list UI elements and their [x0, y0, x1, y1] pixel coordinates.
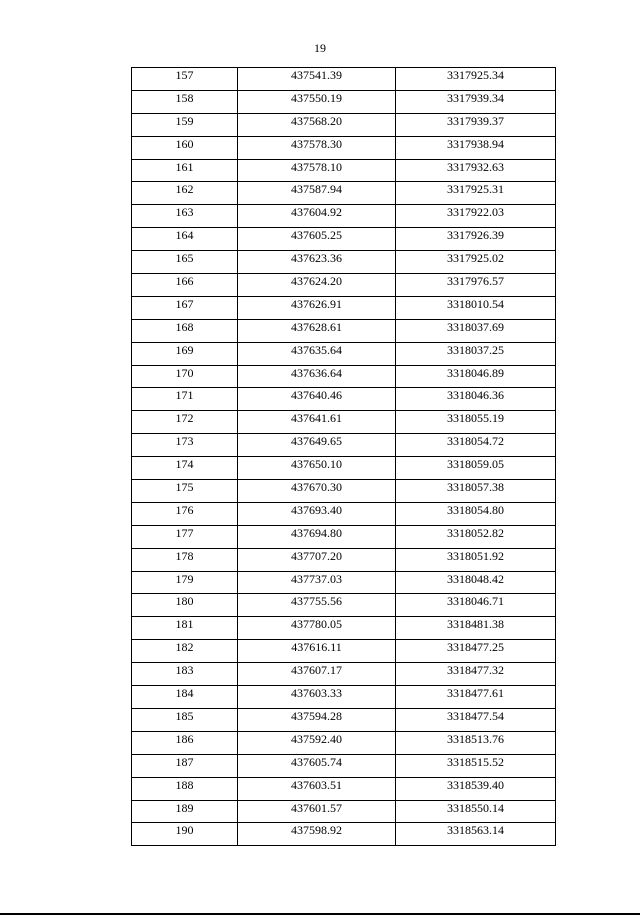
x-coordinate-cell: 437605.25 — [238, 228, 396, 251]
y-coordinate-cell: 3318481.38 — [396, 617, 556, 640]
y-coordinate-cell: 3318010.54 — [396, 296, 556, 319]
x-coordinate-cell: 437607.17 — [238, 663, 396, 686]
x-coordinate-cell: 437541.39 — [238, 68, 396, 91]
y-coordinate-cell: 3317925.31 — [396, 182, 556, 205]
y-coordinate-cell: 3317938.94 — [396, 136, 556, 159]
table-row — [132, 411, 556, 434]
y-coordinate-cell: 3318563.14 — [396, 823, 556, 846]
x-coordinate-cell: 437587.94 — [238, 182, 396, 205]
x-coordinate-cell: 437578.10 — [238, 159, 396, 182]
table-row — [132, 113, 556, 136]
table-row — [132, 342, 556, 365]
y-coordinate-cell: 3318046.71 — [396, 594, 556, 617]
point-number-cell: 177 — [132, 525, 238, 548]
x-coordinate-cell: 437707.20 — [238, 548, 396, 571]
point-number-cell: 174 — [132, 457, 238, 480]
point-number-cell: 158 — [132, 90, 238, 113]
y-coordinate-cell: 3318515.52 — [396, 754, 556, 777]
table-row — [132, 708, 556, 731]
x-coordinate-cell: 437605.74 — [238, 754, 396, 777]
point-number-cell: 159 — [132, 113, 238, 136]
table-row — [132, 457, 556, 480]
table-row — [132, 182, 556, 205]
point-number-cell: 182 — [132, 640, 238, 663]
table-row — [132, 663, 556, 686]
point-number-cell: 168 — [132, 319, 238, 342]
y-coordinate-cell: 3318513.76 — [396, 731, 556, 754]
table-row — [132, 686, 556, 709]
y-coordinate-cell: 3318054.72 — [396, 434, 556, 457]
y-coordinate-cell: 3318054.80 — [396, 502, 556, 525]
y-coordinate-cell: 3317922.03 — [396, 205, 556, 228]
y-coordinate-cell: 3318037.69 — [396, 319, 556, 342]
x-coordinate-cell: 437635.64 — [238, 342, 396, 365]
y-coordinate-cell: 3317925.34 — [396, 68, 556, 91]
table-row — [132, 731, 556, 754]
y-coordinate-cell: 3318037.25 — [396, 342, 556, 365]
x-coordinate-cell: 437603.51 — [238, 777, 396, 800]
y-coordinate-cell: 3317976.57 — [396, 274, 556, 297]
x-coordinate-cell: 437780.05 — [238, 617, 396, 640]
table-row — [132, 548, 556, 571]
table-row — [132, 434, 556, 457]
point-number-cell: 176 — [132, 502, 238, 525]
y-coordinate-cell: 3318046.36 — [396, 388, 556, 411]
table-row — [132, 296, 556, 319]
x-coordinate-cell: 437594.28 — [238, 708, 396, 731]
point-number-cell: 171 — [132, 388, 238, 411]
point-number-cell: 187 — [132, 754, 238, 777]
table-row — [132, 571, 556, 594]
x-coordinate-cell: 437598.92 — [238, 823, 396, 846]
x-coordinate-cell: 437626.91 — [238, 296, 396, 319]
x-coordinate-cell: 437737.03 — [238, 571, 396, 594]
point-number-cell: 167 — [132, 296, 238, 319]
x-coordinate-cell: 437604.92 — [238, 205, 396, 228]
point-number-cell: 160 — [132, 136, 238, 159]
point-number-cell: 185 — [132, 708, 238, 731]
table-row — [132, 525, 556, 548]
point-number-cell: 179 — [132, 571, 238, 594]
x-coordinate-cell: 437755.56 — [238, 594, 396, 617]
x-coordinate-cell: 437641.61 — [238, 411, 396, 434]
y-coordinate-cell: 3318057.38 — [396, 480, 556, 503]
y-coordinate-cell: 3318550.14 — [396, 800, 556, 823]
table-row — [132, 640, 556, 663]
table-row — [132, 502, 556, 525]
x-coordinate-cell: 437578.30 — [238, 136, 396, 159]
point-number-cell: 169 — [132, 342, 238, 365]
table-row — [132, 800, 556, 823]
table-row — [132, 274, 556, 297]
coordinate-table — [131, 67, 556, 846]
point-number-cell: 183 — [132, 663, 238, 686]
y-coordinate-cell: 3318052.82 — [396, 525, 556, 548]
y-coordinate-cell: 3318539.40 — [396, 777, 556, 800]
x-coordinate-cell: 437640.46 — [238, 388, 396, 411]
x-coordinate-cell: 437623.36 — [238, 251, 396, 274]
x-coordinate-cell: 437592.40 — [238, 731, 396, 754]
x-coordinate-cell: 437603.33 — [238, 686, 396, 709]
y-coordinate-cell: 3318051.92 — [396, 548, 556, 571]
point-number-cell: 175 — [132, 480, 238, 503]
y-coordinate-cell: 3317926.39 — [396, 228, 556, 251]
point-number-cell: 166 — [132, 274, 238, 297]
table-row — [132, 90, 556, 113]
point-number-cell: 172 — [132, 411, 238, 434]
y-coordinate-cell: 3317939.37 — [396, 113, 556, 136]
x-coordinate-cell: 437601.57 — [238, 800, 396, 823]
y-coordinate-cell: 3318477.61 — [396, 686, 556, 709]
point-number-cell: 180 — [132, 594, 238, 617]
table-row — [132, 136, 556, 159]
point-number-cell: 157 — [132, 68, 238, 91]
page-number: 19 — [314, 41, 326, 55]
x-coordinate-cell: 437628.61 — [238, 319, 396, 342]
y-coordinate-cell: 3318477.25 — [396, 640, 556, 663]
x-coordinate-cell: 437616.11 — [238, 640, 396, 663]
bottom-rule — [0, 913, 640, 915]
point-number-cell: 170 — [132, 365, 238, 388]
point-number-cell: 165 — [132, 251, 238, 274]
point-number-cell: 181 — [132, 617, 238, 640]
table-row — [132, 365, 556, 388]
y-coordinate-cell: 3317932.63 — [396, 159, 556, 182]
table-row — [132, 228, 556, 251]
point-number-cell: 184 — [132, 686, 238, 709]
x-coordinate-cell: 437568.20 — [238, 113, 396, 136]
table-row — [132, 480, 556, 503]
x-coordinate-cell: 437550.19 — [238, 90, 396, 113]
y-coordinate-cell: 3318055.19 — [396, 411, 556, 434]
point-number-cell: 190 — [132, 823, 238, 846]
x-coordinate-cell: 437670.30 — [238, 480, 396, 503]
table-row — [132, 251, 556, 274]
table-body — [132, 68, 556, 846]
x-coordinate-cell: 437694.80 — [238, 525, 396, 548]
x-coordinate-cell: 437693.40 — [238, 502, 396, 525]
point-number-cell: 164 — [132, 228, 238, 251]
x-coordinate-cell: 437650.10 — [238, 457, 396, 480]
y-coordinate-cell: 3317925.02 — [396, 251, 556, 274]
point-number-cell: 163 — [132, 205, 238, 228]
y-coordinate-cell: 3318477.32 — [396, 663, 556, 686]
table-row — [132, 617, 556, 640]
table-row — [132, 159, 556, 182]
table-row — [132, 68, 556, 91]
y-coordinate-cell: 3318477.54 — [396, 708, 556, 731]
y-coordinate-cell: 3317939.34 — [396, 90, 556, 113]
table-row — [132, 388, 556, 411]
table-row — [132, 205, 556, 228]
table-row — [132, 319, 556, 342]
y-coordinate-cell: 3318059.05 — [396, 457, 556, 480]
x-coordinate-cell: 437624.20 — [238, 274, 396, 297]
y-coordinate-cell: 3318048.42 — [396, 571, 556, 594]
point-number-cell: 189 — [132, 800, 238, 823]
point-number-cell: 186 — [132, 731, 238, 754]
point-number-cell: 178 — [132, 548, 238, 571]
point-number-cell: 173 — [132, 434, 238, 457]
table-row — [132, 754, 556, 777]
point-number-cell: 161 — [132, 159, 238, 182]
x-coordinate-cell: 437649.65 — [238, 434, 396, 457]
y-coordinate-cell: 3318046.89 — [396, 365, 556, 388]
table-row — [132, 823, 556, 846]
table-row — [132, 777, 556, 800]
table-row — [132, 594, 556, 617]
point-number-cell: 188 — [132, 777, 238, 800]
point-number-cell: 162 — [132, 182, 238, 205]
x-coordinate-cell: 437636.64 — [238, 365, 396, 388]
